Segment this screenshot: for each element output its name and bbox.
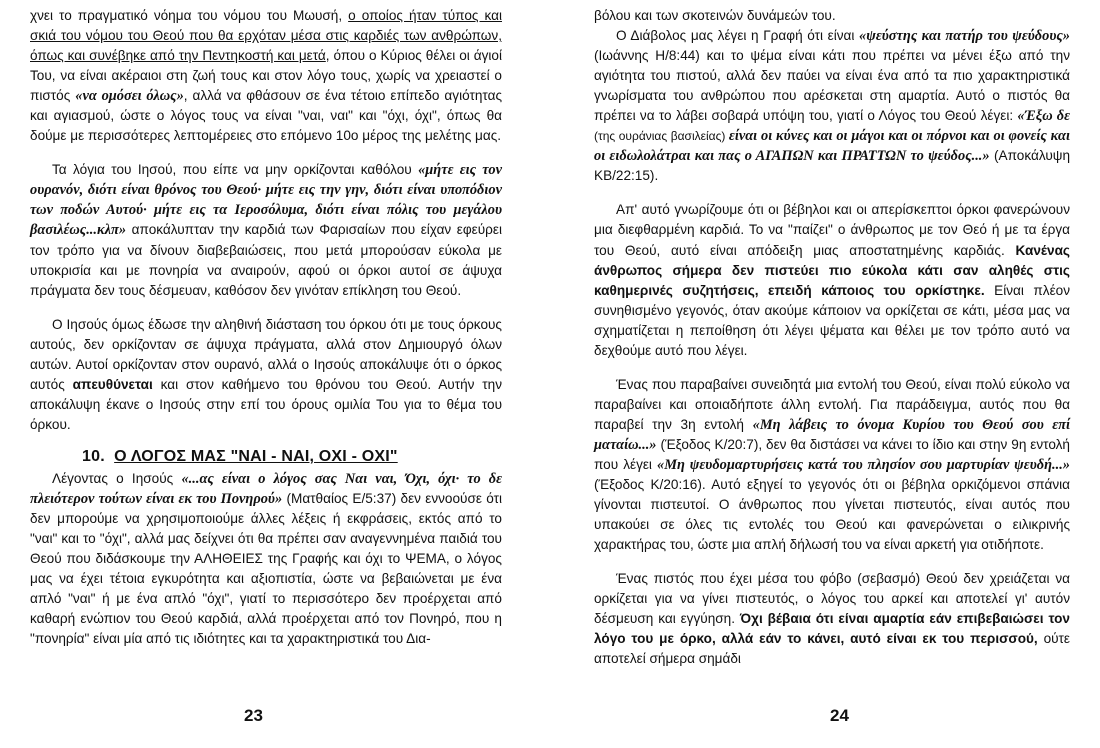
text-run: , όπου ο Κύριος θέλει οι άγιοί Του, να είναι ακέραιοι στη ζωή τους και στον λόγο τους, χωρίς να χρειαστεί ο πιστός xyxy=(30,48,502,104)
scripture-quote: «Μη ψευδομαρτυρήσεις κατά του πλησίον σου μαρτυρίαν ψευδή...» xyxy=(657,456,1071,473)
page-number: 24 xyxy=(830,706,849,725)
page-number: 23 xyxy=(244,706,263,725)
text-run: και στον καθήμενο του θρόνου του Θεού. Αυτήν την αποκάλυψη έκανε ο Ιησούς στην επί του όρους ομιλία Του για το θέμα του όρκου. xyxy=(30,376,502,432)
text-run: χνει το πραγματικό νόημα του νόμου του Μωυσή, xyxy=(30,8,349,23)
section-number: 10. xyxy=(82,447,105,465)
scripture-quote: «να ομόσει όλως» xyxy=(75,88,184,105)
text-run: Ένας που παραβαίνει συνειδητά μια εντολή του Θεού, είναι πολύ εύκολο να παραβαίνει και οποιαδήποτε άλλη εντολή. Για παράδειγμα, αυτός που θα παραβεί την 3η εντολή xyxy=(594,376,1070,432)
underlined-text: ο οποίος ήταν τύπος και σκιά του νόμου του Θεού που θα ερχόταν μέσα στις καρδιές των ανθρώπων, όπως και συνέβηκε από την Πεντηκοστή και μετά xyxy=(30,8,502,64)
text-run: (Ματθαίος Ε/5:37) δεν εννοούσε ότι δεν μπορούμε να χρησιμοποιούμε άλλες λέξεις ή εκφράσεις, εκτός από το "ναι" και το "όχι", αλλά μας δείχνει ότι θα πρέπει σαν αναγεννημένα παιδιά του Θεού που διδάσκουμε την ΑΛΗΘΕΙΕΣ της Γραφής και όχι το ΨΕΜΑ, ο λόγος μας να έχει τέτοια εγκυρότητα και αξιοπιστία, ώστε να βεβαιώνεται με ένα απλό "ναι" ή με ένα απλό "όχι", γιατί το περισσότερο δεν προέρχεται από καθαρή ενώπιον του Θεού καρδιά, αλλά προέρχεται από τον Πονηρό, που η "πονηρία" είναι μία από τις ιδιότητες και τα χαρακτηριστικά του Δια- xyxy=(30,491,502,647)
text-run: ούτε αποτελεί σήμερα σημάδι xyxy=(594,631,1070,667)
bold-text: Όχι βέβαια ότι είναι αμαρτία εάν επιβεβαιώσει τον λόγο του με όρκο, αλλά εάν το κάνει, αυτό είναι εκ του περισσού, xyxy=(594,611,1070,647)
paragraph xyxy=(30,6,502,146)
text-run: Λέγοντας ο Ιησούς xyxy=(52,470,182,486)
scripture-quote: είναι οι κύνες και οι μάγοι και οι πόρνοι και οι φονείς και οι ειδωλολάτραι και πας ο ΑΓΑΠΩΝ και ΠΡΑΤΤΩΝ το ψεύδος...» xyxy=(594,128,1070,165)
text-run: (Έξοδος Κ/20:7), δεν θα διστάσει να κάνει το ίδιο και στην 9η εντολή που λέγει xyxy=(594,436,1070,472)
text-run: (Ιωάννης Η/8:44) και το ψέμα είναι κάτι που πρέπει να μένει έξω από την αγιότητα του πιστού, αλλά δεν παύει να είναι ένα από τα πιο χαρακτηριστικά γνωρίσματα του ανθρώπου που αρέσκεται στη αμαρτία. Αυτό ο πιστός θα πρέπει να το λάβει σοβαρά υπόψη του, γιατί ο Λόγος του Θεού λέγει: xyxy=(594,48,1070,124)
text-run: (Αποκάλυψη ΚΒ/22:15). xyxy=(594,148,1071,184)
paragraph xyxy=(594,200,1070,360)
paragraph xyxy=(594,569,1070,669)
section-title: Ο ΛΟΓΟΣ ΜΑΣ "ΝΑΙ - ΝΑΙ, ΟΧΙ - ΟΧΙ" xyxy=(114,447,398,465)
parenthetical-note: (της ουράνιας βασιλείας) xyxy=(594,129,729,144)
bold-text: απευθύνεται xyxy=(72,376,153,392)
scripture-quote: «Μη λάβεις το όνομα Κυρίου του Θεού σου επί ματαίω...» xyxy=(594,416,1070,453)
paragraph xyxy=(30,160,502,300)
scripture-quote: «...ας είναι ο λόγος σας Ναι ναι, Όχι, όχι· το δε πλειότερον τούτων είναι εκ του Πονηρού» xyxy=(30,470,503,508)
text-run: , αλλά να φθάσουν σε ένα τέτοιο επίπεδο αγιότητας και αγιασμού, ώστε ο λόγος τους να είναι "ναι, ναι" και "όχι, όχι", όπως θα δούμε με περισσότερες λεπτομέρειες στο επόμενο 10ο μέρος της μελέτης μας. xyxy=(30,88,502,144)
text-run: Είναι πλέον συνηθισμένο γεγονός, όταν ακούμε κάποιον να ορκίζεται σε κάτι, μέσα μας να σχηματίζεται η πεποίθηση ότι λέγει ψέματα και θέλει με τον τρόπο αυτό να δεχθούμε αυτό που λέγει. xyxy=(594,282,1070,358)
text-run: Ο Ιησούς όμως έδωσε την αληθινή διάσταση του όρκου ότι με τους όρκους αυτούς, δεν ορκίζονταν σε άψυχα πράγματα, αλλά στον Δημιουργό όλων αυτών. Αυτοί ορκίζονταν στον ουρανό, αλλά ο Ιησούς αποκάλυψε ότι ο όρκος αυτός xyxy=(30,316,502,392)
text-run: (Έξοδος Κ/20:16). Αυτό εξηγεί το γεγονός ότι οι βέβηλα ορκιζόμενοι σπάνια γίνονται πιστευτοί. Ο άνθρωπος που γίνεται πιστευτός, είναι αυτός που υπακούει σε όλες τις εντολές του Θεού και φανερώνεται ο ειλικρινής χαρακτήρας του, ώστε μια απλή δήλωσή του να είναι αρκετή για οτιδήποτε. xyxy=(594,477,1070,553)
section-heading xyxy=(82,447,502,467)
scripture-quote: «ψεύστης και πατήρ του ψεύδους» xyxy=(859,28,1070,45)
text-run: Ο Διάβολος μας λέγει η Γραφή ότι είναι xyxy=(616,28,860,44)
paragraph xyxy=(594,375,1070,555)
text-run: Απ' αυτό γνωρίζουμε ότι οι βέβηλοι και οι απερίσκεπτοι όρκοι φανερώνουν μια διεφθαρμένη καρδιά. Το να "παίζει" ο άνθρωπος με τον Θεό ή με τα έργα του Θεού, αυτό είναι απόδειξη μιας αποστατημένης καρδιάς. xyxy=(594,202,1070,258)
bold-text: Κανένας άνθρωπος σήμερα δεν πιστεύει πιο εύκολα κάτι σαν αληθές στις καθημερινές συζητήσεις, επειδή κάποιος του ορκίστηκε. xyxy=(594,242,1070,298)
scripture-quote: «μήτε εις τον ουρανόν, διότι είναι θρόνος του Θεού· μήτε εις την γην, διότι είναι υποπόδιον των ποδών Αυτού· μήτε εις τα Ιεροσόλυμα, διότι είναι πόλις του μεγάλου βασιλέως...κλπ» xyxy=(30,162,502,239)
text-run: Ένας πιστός που έχει μέσα του φόβο (σεβασμό) Θεού δεν χρειάζεται να ορκίζεται για να γίνει πιστευτός, ο λόγος του αρκεί και αποτελεί γι' αυτόν δέσμευση και εγγύηση. xyxy=(594,571,1070,627)
scripture-quote: «Έξω δε xyxy=(1017,108,1070,125)
text-run: Τα λόγια του Ιησού, που είπε να μην ορκίζονται καθόλου xyxy=(52,162,419,178)
paragraph xyxy=(30,469,502,649)
text-run: αποκάλυπταν την καρδιά των Φαρισαίων που είχαν εφεύρει τον τρόπο για να δίνουν διαβεβαιώσεις, που μετά μπορούσαν εύκολα με υποκρισία και με πονηρία να αναιρούν, αφού οι όρκοι αυτοί σε άψυχα πράγματα δεν τους δέσμευαν, καθόσον δεν γινόταν επίκληση του Θεού. xyxy=(30,222,502,298)
paragraph xyxy=(594,26,1070,186)
right-page xyxy=(594,6,1070,669)
left-page xyxy=(30,6,502,649)
paragraph xyxy=(30,315,502,435)
paragraph: βόλου και των σκοτεινών δυνάμεών του. xyxy=(594,8,836,23)
